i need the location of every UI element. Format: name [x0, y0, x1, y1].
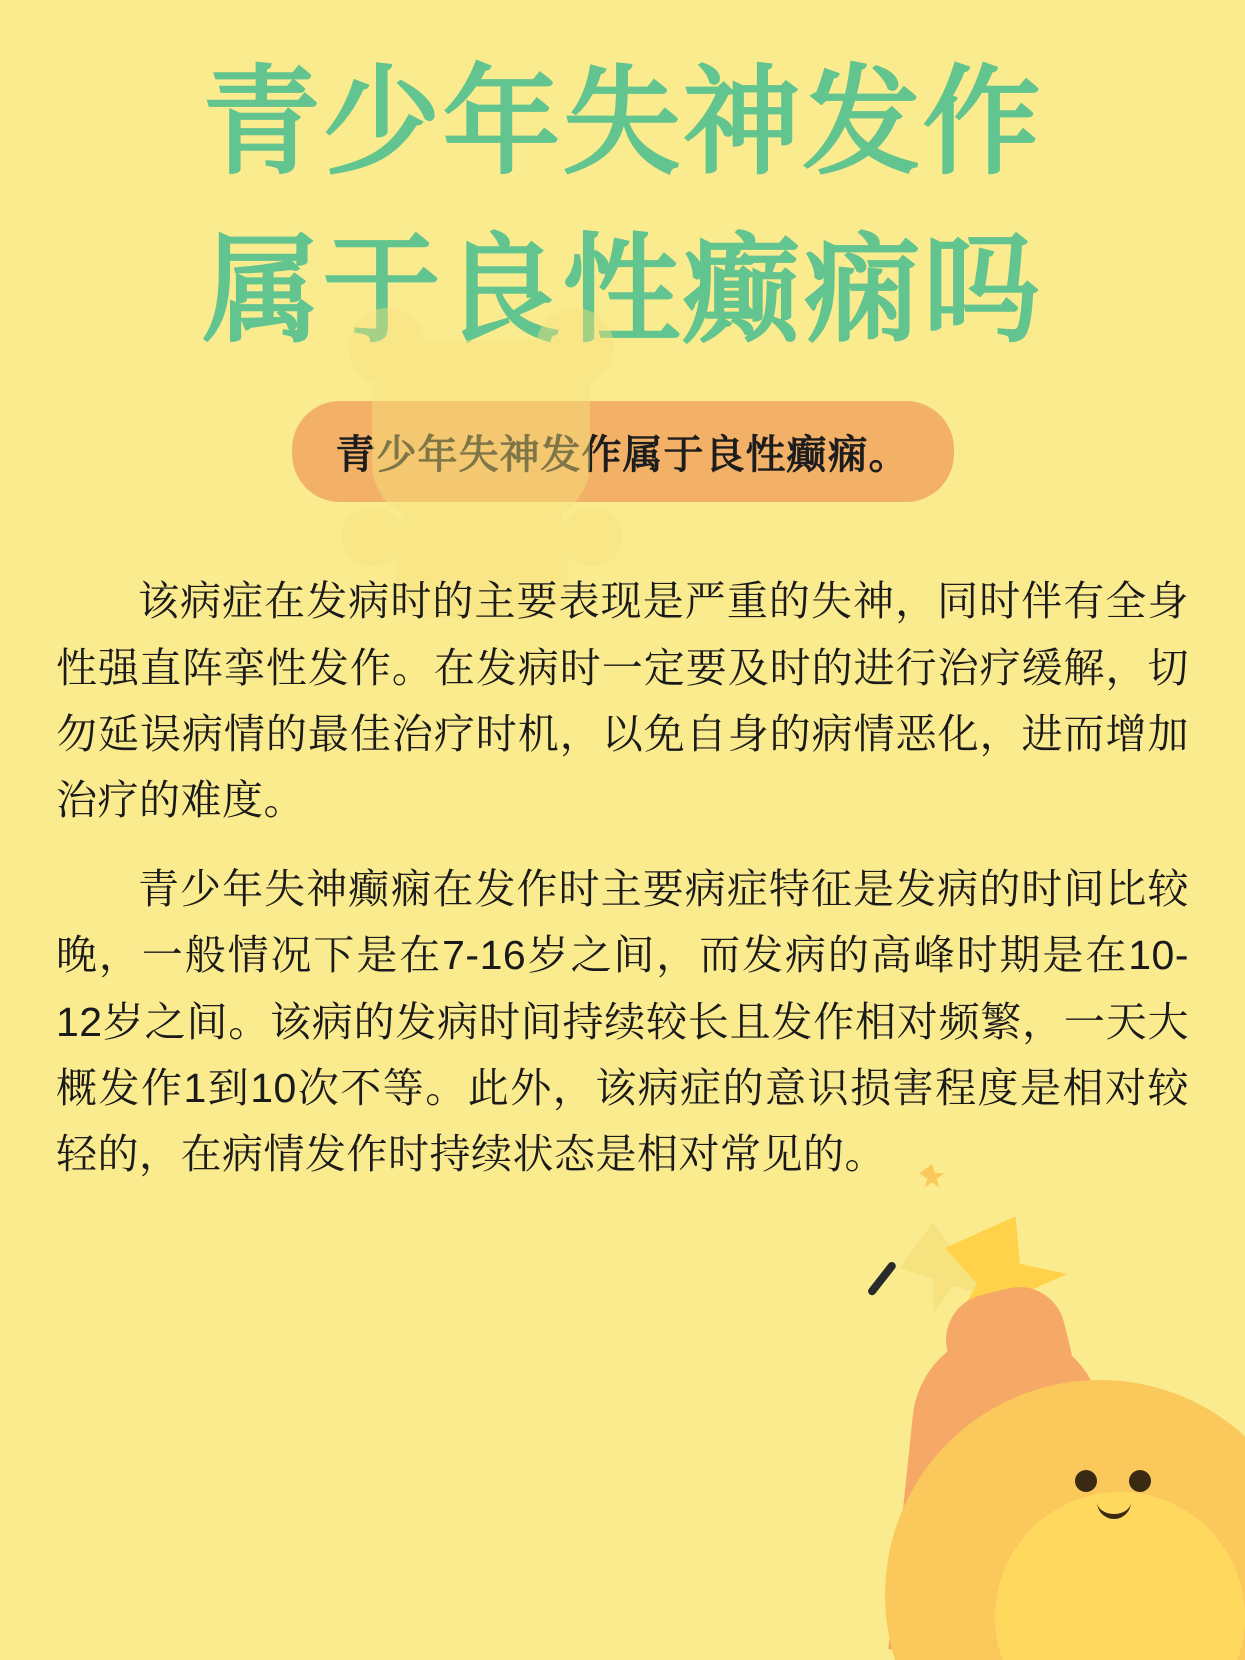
- page-title: [0, 0, 1245, 375]
- sun-eye-left: [1075, 1470, 1097, 1492]
- bear-arm-left: [342, 508, 402, 566]
- sun-face-icon: [1067, 1462, 1187, 1532]
- paragraph-2: 青少年失神癫痫在发作时主要病症特征是发病的时间比较晚，一般情况下是在7-16岁之间，而发病的高峰时期是在10-12岁之间。该病的发病时间持续较长且发作相对频繁，一天大概发作1到10次不等。此外，该病症的意识损害程度是相对较轻的，在病情发作时持续状态是相对常见的。: [56, 865, 1189, 1178]
- eyebrow-stroke: [866, 1260, 897, 1296]
- star-yellow-icon: [925, 1203, 1079, 1357]
- cartoon-hand: [936, 1277, 1081, 1422]
- sun-shape: [885, 1380, 1245, 1660]
- sun-mouth: [1097, 1496, 1131, 1519]
- sun-inner-shape: [995, 1492, 1245, 1660]
- subtitle-container: [0, 401, 1245, 502]
- title-line-2: 属于良性癫痫吗: [202, 224, 1043, 357]
- sun-eye-right: [1129, 1470, 1151, 1492]
- paragraph-1: 该病症在发病时的主要表现是严重的失神，同时伴有全身性强直阵挛性发作。在发病时一定要及时的进行治疗缓解，切勿延误病情的最佳治疗时机，以免自身的病情恶化，进而增加治疗的难度。: [56, 578, 1189, 824]
- cartoon-arm: [888, 1321, 1111, 1660]
- star-pale-icon: [888, 1208, 1008, 1328]
- bear-arm-right: [562, 508, 622, 566]
- subtitle-badge: 青少年失神发作属于良性癫痫。: [292, 401, 954, 502]
- body-text: [56, 568, 1189, 1188]
- star-orange-icon: [965, 1380, 1134, 1549]
- title-line-1: 青少年失神发作: [202, 57, 1043, 189]
